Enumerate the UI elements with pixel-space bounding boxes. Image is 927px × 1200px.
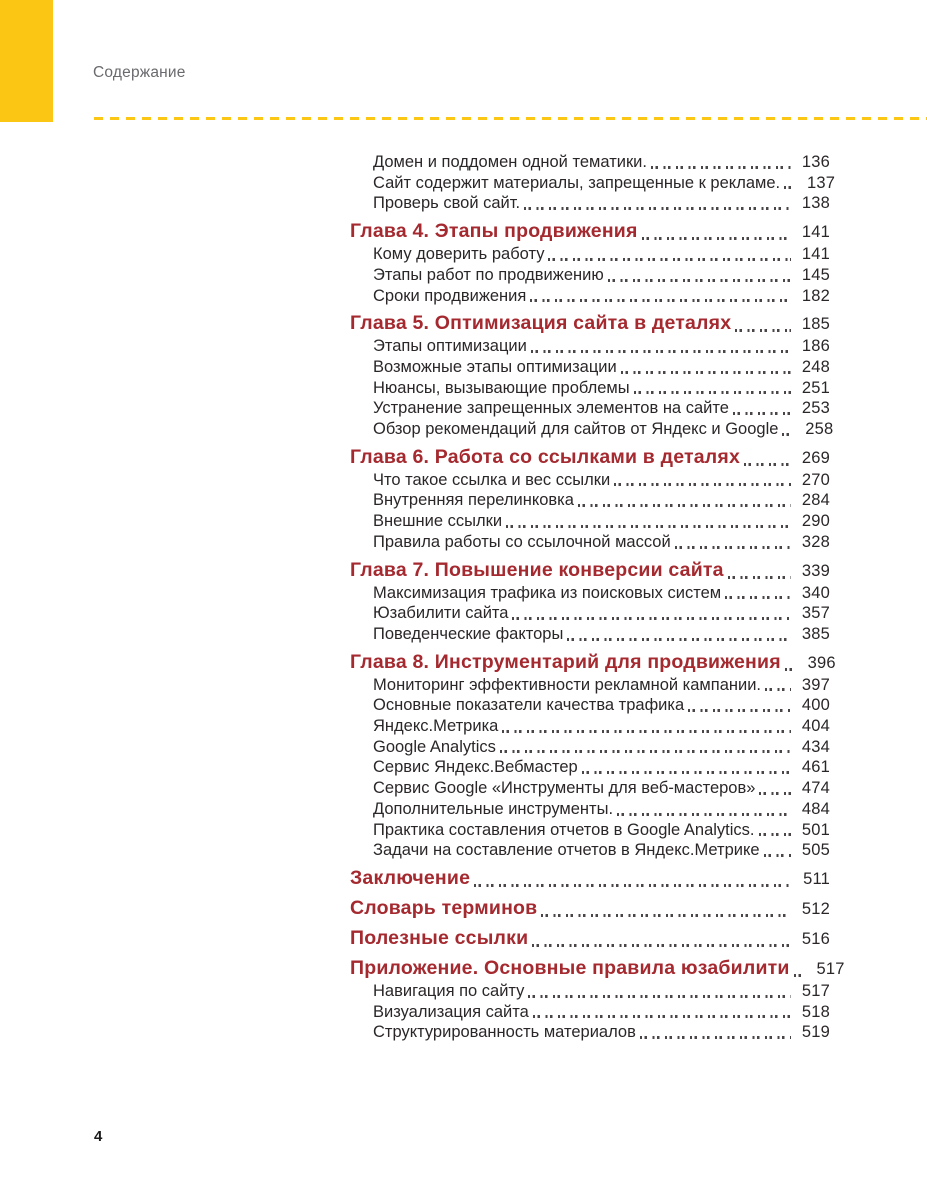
toc-entry-label: Возможные этапы оптимизации — [373, 357, 617, 376]
toc-entry-label: Юзабилити сайта — [373, 604, 509, 623]
toc-entry — [350, 419, 834, 440]
toc-entry-label: Дополнительные инструменты. — [373, 799, 614, 818]
toc-entry-label: Структурированность материалов — [373, 1023, 636, 1042]
dot-leader — [640, 1036, 791, 1039]
toc-entry-page-number: 185 — [801, 315, 830, 334]
dot-leader — [765, 688, 791, 691]
toc-entry-page-number: 186 — [801, 337, 830, 356]
toc-entry — [350, 840, 830, 861]
toc-entry-page-number: 396 — [807, 653, 836, 672]
toc-entry-label: Максимизация трафика из поисковых систем — [373, 583, 722, 602]
dot-leader — [759, 792, 791, 795]
toc-entry-page-number: 385 — [801, 624, 830, 643]
toc-entry-page-number: 484 — [801, 799, 830, 818]
toc-entry — [350, 650, 836, 675]
dot-leader — [675, 546, 791, 549]
toc-entry-label: Обзор рекомендаций для сайтов от Яндекс и Google — [373, 420, 779, 439]
dot-leader — [608, 279, 791, 282]
toc-entry-page-number: 141 — [801, 223, 830, 242]
toc-entry-page-number: 397 — [801, 675, 830, 694]
toc-entry — [350, 1002, 830, 1023]
dot-leader — [735, 329, 791, 332]
dot-leader — [617, 813, 791, 816]
toc-entry — [350, 378, 830, 399]
toc-entry-label: Полезные ссылки — [350, 926, 529, 949]
dot-leader — [621, 371, 791, 374]
toc-entry-label: Глава 7. Повышение конверсии сайта — [350, 558, 724, 581]
toc-entry-page-number: 182 — [801, 286, 830, 305]
toc-entry — [350, 866, 830, 891]
toc-entry-page-number: 248 — [801, 357, 830, 376]
dot-leader — [782, 433, 794, 436]
dot-leader — [614, 483, 791, 486]
dot-leader — [474, 884, 791, 887]
toc-entry — [350, 193, 830, 214]
dot-leader — [528, 995, 791, 998]
toc-entry-page-number: 138 — [801, 194, 830, 213]
dot-leader — [567, 638, 791, 641]
toc-entry-page-number: 434 — [801, 737, 830, 756]
toc-entry-page-number: 518 — [801, 1002, 830, 1021]
toc-entry-label: Проверь свой сайт. — [373, 194, 521, 213]
toc-entry-page-number: 284 — [801, 491, 830, 510]
toc-entry-page-number: 501 — [801, 820, 830, 839]
dot-leader — [744, 463, 791, 466]
dot-leader — [533, 1015, 791, 1018]
toc-entry — [350, 778, 830, 799]
dot-leader — [541, 914, 791, 917]
page-number: 4 — [94, 1128, 103, 1145]
toc-entry — [350, 470, 830, 491]
toc-entry-page-number: 404 — [801, 717, 830, 736]
toc-entry — [350, 490, 830, 511]
toc-entry-label: Мониторинг эффективности рекламной кампании. — [373, 675, 762, 694]
toc-entry-label: Задачи на составление отчетов в Яндекс.Метрике — [373, 841, 760, 860]
toc-entry — [350, 716, 830, 737]
toc-entry-label: Приложение. Основные правила юзабилити — [350, 956, 790, 979]
toc-entry-page-number: 461 — [801, 758, 830, 777]
toc-entry — [350, 173, 836, 194]
toc-entry-page-number: 519 — [801, 1023, 830, 1042]
toc-entry-label: Этапы оптимизации — [373, 337, 527, 356]
toc-entry-label: Сервис Яндекс.Вебмастер — [373, 758, 578, 777]
dot-leader — [794, 974, 806, 977]
toc-entry-label: Глава 8. Инструментарий для продвижения — [350, 650, 781, 673]
dot-leader — [728, 576, 791, 579]
toc-entry — [350, 532, 830, 553]
toc-entry — [350, 896, 830, 921]
toc-entry-page-number: 290 — [801, 512, 830, 531]
dot-leader — [759, 833, 791, 836]
toc-entry-page-number: 517 — [816, 959, 845, 978]
toc-entry-page-number: 269 — [801, 448, 830, 467]
toc-entry — [350, 956, 845, 981]
toc-entry-page-number: 505 — [801, 841, 830, 860]
toc-list — [350, 152, 845, 1043]
dot-leader — [651, 166, 791, 169]
dot-leader — [634, 391, 791, 394]
toc-entry-label: Яндекс.Метрика — [373, 717, 499, 736]
toc-entry-page-number: 145 — [801, 265, 830, 284]
toc-entry — [350, 603, 830, 624]
toc-entry-page-number: 357 — [801, 604, 830, 623]
toc-entry — [350, 624, 830, 645]
toc-entry-page-number: 253 — [801, 399, 830, 418]
dot-leader — [512, 617, 791, 620]
dot-leader — [502, 730, 791, 733]
dot-leader — [548, 258, 791, 261]
toc-entry — [350, 311, 830, 336]
toc-entry — [350, 398, 830, 419]
toc-entry-label: Сроки продвижения — [373, 286, 527, 305]
toc-entry-label: Что такое ссылка и вес ссылки — [373, 470, 611, 489]
toc-entry-label: Правила работы со ссылочной массой — [373, 532, 671, 551]
toc-entry-label: Сайт содержит материалы, запрещенные к рекламе. — [373, 173, 781, 192]
toc-entry-label: Словарь терминов — [350, 896, 538, 919]
toc-entry-page-number: 270 — [801, 470, 830, 489]
toc-entry-page-number: 137 — [806, 173, 836, 192]
toc-entry-page-number: 511 — [803, 869, 830, 888]
toc-entry — [350, 695, 830, 716]
dashed-divider-rule — [94, 117, 927, 120]
dot-leader — [524, 207, 791, 210]
toc-entry — [350, 558, 830, 583]
toc-entry-label: Визуализация сайта — [373, 1002, 529, 1021]
dot-leader — [532, 944, 791, 947]
dot-leader — [582, 771, 791, 774]
toc-entry-label: Навигация по сайту — [373, 981, 525, 1000]
toc-entry-page-number: 251 — [801, 378, 830, 397]
toc-entry — [350, 265, 830, 286]
dot-leader — [785, 668, 797, 671]
toc-entry — [350, 820, 830, 841]
toc-entry-page-number: 258 — [805, 420, 834, 439]
dot-leader — [688, 709, 791, 712]
toc-entry — [350, 244, 830, 265]
toc-entry-page-number: 328 — [801, 532, 830, 551]
toc-entry — [350, 357, 830, 378]
toc-entry-label: Глава 5. Оптимизация сайта в деталях — [350, 312, 732, 335]
toc-entry-page-number: 400 — [801, 696, 830, 715]
dot-leader — [725, 596, 791, 599]
dot-leader — [578, 504, 791, 507]
toc-entry — [350, 675, 830, 696]
toc-entry-page-number: 141 — [801, 245, 830, 264]
toc-entry-label: Практика составления отчетов в Google Analytics. — [373, 820, 755, 839]
toc-entry-label: Кому доверить работу — [373, 245, 545, 264]
toc-entry-page-number: 136 — [801, 153, 830, 171]
toc-entry-page-number: 340 — [801, 583, 830, 602]
toc-entry — [350, 511, 830, 532]
dot-leader — [642, 237, 791, 240]
toc-entry-label: Домен и поддомен одной тематики. — [373, 153, 647, 171]
toc-entry — [350, 336, 830, 357]
toc-entry-label: Нюансы, вызывающие проблемы — [373, 378, 630, 397]
toc-entry-label: Сервис Google «Инструменты для веб-мастеров» — [373, 779, 756, 798]
toc-entry-label: Глава 6. Работа со ссылками в деталях — [350, 445, 740, 468]
dot-leader — [764, 854, 791, 857]
dot-leader — [784, 186, 796, 189]
corner-accent-block — [0, 0, 53, 122]
toc-entry — [350, 926, 830, 951]
toc-entry-label: Google Analytics — [373, 737, 496, 756]
toc-entry-page-number: 512 — [801, 899, 830, 918]
toc-entry-page-number: 474 — [801, 779, 830, 798]
toc-entry-label: Глава 4. Этапы продвижения — [350, 220, 638, 243]
running-head-title: Содержание — [93, 64, 186, 81]
toc-entry — [350, 737, 830, 758]
toc-entry-label: Устранение запрещенных элементов на сайте — [373, 399, 729, 418]
toc-entry — [350, 445, 830, 470]
dot-leader — [733, 412, 791, 415]
toc-entry-label: Внешние ссылки — [373, 512, 503, 531]
toc-entry-page-number: 516 — [801, 929, 830, 948]
toc-entry-label: Внутренняя перелинковка — [373, 491, 574, 510]
dot-leader — [506, 525, 791, 528]
toc-entry — [350, 583, 830, 604]
toc-entry — [350, 799, 830, 820]
toc-entry — [350, 152, 830, 173]
toc-entry — [350, 1022, 830, 1043]
toc-entry-label: Поведенческие факторы — [373, 624, 564, 643]
toc-entry — [350, 219, 830, 244]
toc-entry — [350, 286, 830, 307]
toc-entry — [350, 981, 830, 1002]
toc-entry-page-number: 339 — [801, 561, 830, 580]
toc-entry-page-number: 517 — [801, 981, 830, 1000]
dot-leader — [531, 350, 791, 353]
toc-entry-label: Заключение — [350, 866, 471, 889]
toc-entry — [350, 757, 830, 778]
toc-entry-label: Этапы работ по продвижению — [373, 265, 604, 284]
toc-entry-label: Основные показатели качества трафика — [373, 696, 685, 715]
dot-leader — [500, 750, 791, 753]
dot-leader — [530, 299, 791, 302]
